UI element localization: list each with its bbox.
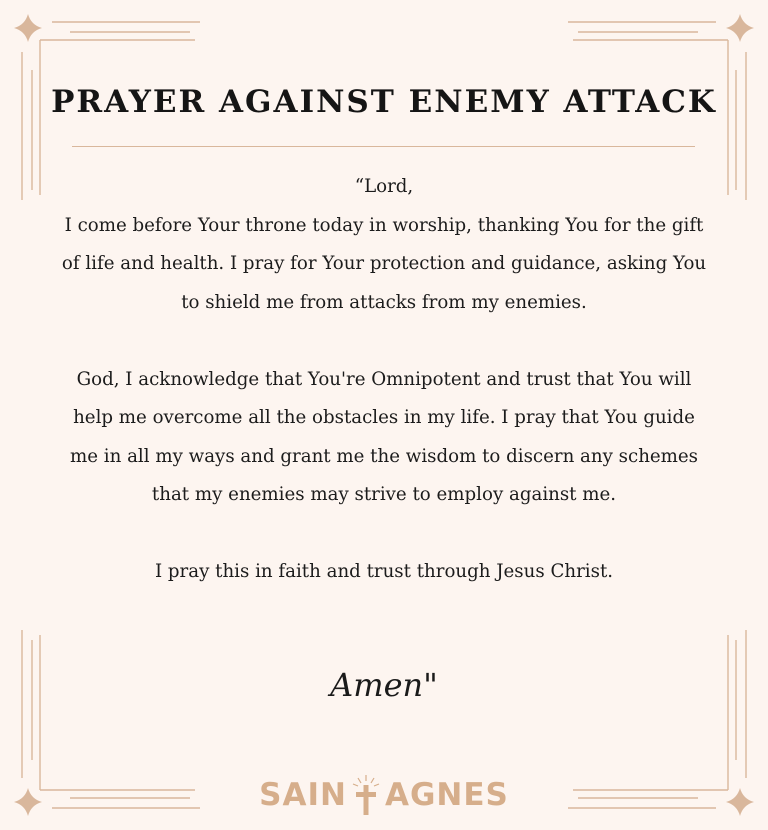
logo-text-left: SAIN bbox=[259, 777, 347, 813]
cross-icon bbox=[349, 773, 383, 817]
prayer-opening: “Lord, bbox=[354, 176, 414, 197]
star-ornament-top-right bbox=[726, 14, 754, 42]
title-divider bbox=[72, 146, 695, 147]
prayer-text bbox=[60, 168, 708, 592]
prayer-closing: Amen" bbox=[330, 666, 438, 704]
prayer-paragraph-3: I pray this in faith and trust through Jesus Christ. bbox=[154, 561, 614, 582]
page-title: PRAYER AGAINST ENEMY ATTACK bbox=[51, 84, 717, 120]
brand-logo bbox=[0, 770, 768, 820]
prayer-paragraph-2: God, I acknowledge that You're Omnipotent and trust that You will help me overcome all the obstacles in my life. I pray that You guide me in all my ways and grant me the wisdom to discern any schemes that my enemies may strive to employ against me. bbox=[69, 368, 699, 505]
logo-text-right: AGNES bbox=[384, 777, 509, 813]
prayer-paragraph-1: I come before Your throne today in worship, thanking You for the gift of life and health. I pray for Your protection and guidance, asking You to shield me from attacks from my enemies. bbox=[61, 214, 707, 313]
star-ornament-top-left bbox=[14, 14, 42, 42]
